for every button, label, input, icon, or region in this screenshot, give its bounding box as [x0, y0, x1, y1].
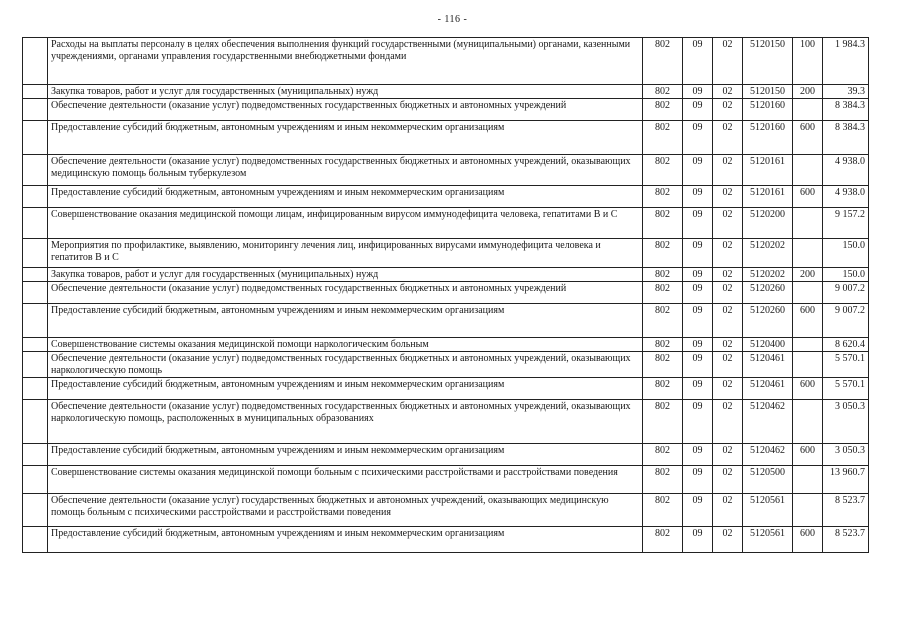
- row-margin-cell: [23, 282, 48, 304]
- expense-type-cell: 600: [793, 121, 823, 155]
- target-article-cell: 5120260: [743, 282, 793, 304]
- target-article-cell: 5120462: [743, 444, 793, 466]
- row-name-cell: Обеспечение деятельности (оказание услуг) подведомственных государственных бюджетных и автономных учреждений, оказывающих наркологическую помощь, расположенных в муниципальных образованиях: [48, 400, 643, 444]
- expense-type-cell: 200: [793, 268, 823, 282]
- row-name-cell: Закупка товаров, работ и услуг для государственных (муниципальных) нужд: [48, 85, 643, 99]
- agency-code-cell: 802: [643, 208, 683, 239]
- row-margin-cell: [23, 38, 48, 85]
- amount-cell: 9 007.2: [823, 282, 869, 304]
- section-code-cell: 09: [683, 304, 713, 338]
- table-body: [23, 38, 869, 553]
- agency-code-cell: 802: [643, 466, 683, 494]
- target-article-cell: 5120462: [743, 400, 793, 444]
- table-row: [23, 304, 869, 338]
- subsection-code-cell: 02: [713, 239, 743, 268]
- subsection-code-cell: 02: [713, 208, 743, 239]
- section-code-cell: 09: [683, 85, 713, 99]
- target-article-cell: 5120150: [743, 38, 793, 85]
- section-code-cell: 09: [683, 338, 713, 352]
- subsection-code-cell: 02: [713, 400, 743, 444]
- section-code-cell: 09: [683, 155, 713, 186]
- row-name-cell: Предоставление субсидий бюджетным, автономным учреждениям и иным некоммерческим организациям: [48, 304, 643, 338]
- agency-code-cell: 802: [643, 444, 683, 466]
- row-name-cell: Обеспечение деятельности (оказание услуг) государственных бюджетных и автономных учреждений, оказывающих медицинскую помощь больным с психическими расстройствами и расстройствами поведения: [48, 494, 643, 527]
- table-row: [23, 155, 869, 186]
- amount-cell: 8 523.7: [823, 527, 869, 553]
- subsection-code-cell: 02: [713, 268, 743, 282]
- expense-type-cell: [793, 239, 823, 268]
- agency-code-cell: 802: [643, 38, 683, 85]
- agency-code-cell: 802: [643, 304, 683, 338]
- row-margin-cell: [23, 400, 48, 444]
- expense-type-cell: [793, 466, 823, 494]
- target-article-cell: 5120160: [743, 121, 793, 155]
- budget-table: [22, 37, 869, 553]
- amount-cell: 3 050.3: [823, 400, 869, 444]
- target-article-cell: 5120461: [743, 352, 793, 378]
- row-margin-cell: [23, 121, 48, 155]
- subsection-code-cell: 02: [713, 121, 743, 155]
- row-margin-cell: [23, 527, 48, 553]
- table-row: [23, 85, 869, 99]
- table-row: [23, 121, 869, 155]
- subsection-code-cell: 02: [713, 466, 743, 494]
- expense-type-cell: 100: [793, 38, 823, 85]
- subsection-code-cell: 02: [713, 527, 743, 553]
- row-name-cell: Предоставление субсидий бюджетным, автономным учреждениям и иным некоммерческим организациям: [48, 527, 643, 553]
- row-margin-cell: [23, 338, 48, 352]
- expense-type-cell: 600: [793, 186, 823, 208]
- table-row: [23, 466, 869, 494]
- table-row: [23, 352, 869, 378]
- row-margin-cell: [23, 186, 48, 208]
- agency-code-cell: 802: [643, 494, 683, 527]
- subsection-code-cell: 02: [713, 155, 743, 186]
- expense-type-cell: 600: [793, 304, 823, 338]
- amount-cell: 39.3: [823, 85, 869, 99]
- subsection-code-cell: 02: [713, 85, 743, 99]
- subsection-code-cell: 02: [713, 38, 743, 85]
- amount-cell: 1 984.3: [823, 38, 869, 85]
- row-margin-cell: [23, 352, 48, 378]
- section-code-cell: 09: [683, 352, 713, 378]
- target-article-cell: 5120461: [743, 378, 793, 400]
- section-code-cell: 09: [683, 99, 713, 121]
- table-row: [23, 400, 869, 444]
- agency-code-cell: 802: [643, 121, 683, 155]
- amount-cell: 4 938.0: [823, 186, 869, 208]
- table-row: [23, 186, 869, 208]
- target-article-cell: 5120561: [743, 494, 793, 527]
- subsection-code-cell: 02: [713, 444, 743, 466]
- section-code-cell: 09: [683, 121, 713, 155]
- row-name-cell: Обеспечение деятельности (оказание услуг) подведомственных государственных бюджетных и автономных учреждений, оказывающих наркологическую помощь: [48, 352, 643, 378]
- subsection-code-cell: 02: [713, 352, 743, 378]
- amount-cell: 150.0: [823, 268, 869, 282]
- agency-code-cell: 802: [643, 378, 683, 400]
- row-margin-cell: [23, 444, 48, 466]
- row-name-cell: Обеспечение деятельности (оказание услуг) подведомственных государственных бюджетных и автономных учреждений: [48, 99, 643, 121]
- expense-type-cell: [793, 352, 823, 378]
- row-margin-cell: [23, 208, 48, 239]
- target-article-cell: 5120150: [743, 85, 793, 99]
- expense-type-cell: [793, 155, 823, 186]
- amount-cell: 9 157.2: [823, 208, 869, 239]
- agency-code-cell: 802: [643, 99, 683, 121]
- agency-code-cell: 802: [643, 85, 683, 99]
- amount-cell: 5 570.1: [823, 352, 869, 378]
- agency-code-cell: 802: [643, 186, 683, 208]
- table-row: [23, 494, 869, 527]
- section-code-cell: 09: [683, 38, 713, 85]
- row-name-cell: Обеспечение деятельности (оказание услуг) подведомственных государственных бюджетных и автономных учреждений: [48, 282, 643, 304]
- section-code-cell: 09: [683, 186, 713, 208]
- section-code-cell: 09: [683, 527, 713, 553]
- row-name-cell: Совершенствование системы оказания медицинской помощи больным с психическими расстройствами и расстройствами поведения: [48, 466, 643, 494]
- target-article-cell: 5120400: [743, 338, 793, 352]
- expense-type-cell: [793, 208, 823, 239]
- row-name-cell: Расходы на выплаты персоналу в целях обеспечения выполнения функций государственными (муниципальными) органами, казенными учреждениями, органами управления государственными внебюджетными фондами: [48, 38, 643, 85]
- amount-cell: 9 007.2: [823, 304, 869, 338]
- agency-code-cell: 802: [643, 338, 683, 352]
- expense-type-cell: 600: [793, 378, 823, 400]
- table-row: [23, 444, 869, 466]
- subsection-code-cell: 02: [713, 494, 743, 527]
- row-name-cell: Совершенствование оказания медицинской помощи лицам, инфицированным вирусом иммунодефицита человека, гепатитами В и С: [48, 208, 643, 239]
- amount-cell: 8 523.7: [823, 494, 869, 527]
- subsection-code-cell: 02: [713, 304, 743, 338]
- target-article-cell: 5120160: [743, 99, 793, 121]
- target-article-cell: 5120260: [743, 304, 793, 338]
- section-code-cell: 09: [683, 444, 713, 466]
- section-code-cell: 09: [683, 282, 713, 304]
- table-row: [23, 208, 869, 239]
- table-row: [23, 239, 869, 268]
- section-code-cell: 09: [683, 378, 713, 400]
- amount-cell: 13 960.7: [823, 466, 869, 494]
- subsection-code-cell: 02: [713, 378, 743, 400]
- target-article-cell: 5120202: [743, 239, 793, 268]
- target-article-cell: 5120200: [743, 208, 793, 239]
- row-name-cell: Предоставление субсидий бюджетным, автономным учреждениям и иным некоммерческим организациям: [48, 121, 643, 155]
- expense-type-cell: [793, 400, 823, 444]
- section-code-cell: 09: [683, 466, 713, 494]
- expense-type-cell: [793, 494, 823, 527]
- table-row: [23, 99, 869, 121]
- expense-type-cell: [793, 338, 823, 352]
- table-row: [23, 268, 869, 282]
- expense-type-cell: 200: [793, 85, 823, 99]
- section-code-cell: 09: [683, 208, 713, 239]
- agency-code-cell: 802: [643, 239, 683, 268]
- amount-cell: 150.0: [823, 239, 869, 268]
- amount-cell: 8 620.4: [823, 338, 869, 352]
- row-margin-cell: [23, 99, 48, 121]
- row-margin-cell: [23, 494, 48, 527]
- section-code-cell: 09: [683, 268, 713, 282]
- row-margin-cell: [23, 155, 48, 186]
- table-row: [23, 338, 869, 352]
- target-article-cell: 5120561: [743, 527, 793, 553]
- subsection-code-cell: 02: [713, 186, 743, 208]
- row-name-cell: Обеспечение деятельности (оказание услуг) подведомственных государственных бюджетных и автономных учреждений, оказывающих медицинскую помощь больным туберкулезом: [48, 155, 643, 186]
- row-margin-cell: [23, 268, 48, 282]
- expense-type-cell: [793, 282, 823, 304]
- table-row: [23, 378, 869, 400]
- agency-code-cell: 802: [643, 352, 683, 378]
- row-name-cell: Предоставление субсидий бюджетным, автономным учреждениям и иным некоммерческим организациям: [48, 444, 643, 466]
- agency-code-cell: 802: [643, 155, 683, 186]
- target-article-cell: 5120161: [743, 155, 793, 186]
- table-row: [23, 38, 869, 85]
- row-margin-cell: [23, 378, 48, 400]
- expense-type-cell: 600: [793, 444, 823, 466]
- agency-code-cell: 802: [643, 400, 683, 444]
- table-row: [23, 282, 869, 304]
- page-number: - 116 -: [437, 14, 468, 25]
- row-name-cell: Совершенствование системы оказания медицинской помощи наркологическим больным: [48, 338, 643, 352]
- row-margin-cell: [23, 304, 48, 338]
- agency-code-cell: 802: [643, 268, 683, 282]
- expense-type-cell: 600: [793, 527, 823, 553]
- amount-cell: 8 384.3: [823, 99, 869, 121]
- section-code-cell: 09: [683, 494, 713, 527]
- target-article-cell: 5120161: [743, 186, 793, 208]
- amount-cell: 3 050.3: [823, 444, 869, 466]
- amount-cell: 4 938.0: [823, 155, 869, 186]
- agency-code-cell: 802: [643, 282, 683, 304]
- subsection-code-cell: 02: [713, 282, 743, 304]
- section-code-cell: 09: [683, 400, 713, 444]
- amount-cell: 8 384.3: [823, 121, 869, 155]
- subsection-code-cell: 02: [713, 338, 743, 352]
- expense-type-cell: [793, 99, 823, 121]
- target-article-cell: 5120202: [743, 268, 793, 282]
- row-margin-cell: [23, 466, 48, 494]
- table-row: [23, 527, 869, 553]
- amount-cell: 5 570.1: [823, 378, 869, 400]
- row-name-cell: Предоставление субсидий бюджетным, автономным учреждениям и иным некоммерческим организациям: [48, 186, 643, 208]
- agency-code-cell: 802: [643, 527, 683, 553]
- row-name-cell: Мероприятия по профилактике, выявлению, мониторингу лечения лиц, инфицированных вирусами иммунодефицита человека и гепатитов В и С: [48, 239, 643, 268]
- row-name-cell: Закупка товаров, работ и услуг для государственных (муниципальных) нужд: [48, 268, 643, 282]
- target-article-cell: 5120500: [743, 466, 793, 494]
- row-name-cell: Предоставление субсидий бюджетным, автономным учреждениям и иным некоммерческим организациям: [48, 378, 643, 400]
- subsection-code-cell: 02: [713, 99, 743, 121]
- row-margin-cell: [23, 239, 48, 268]
- section-code-cell: 09: [683, 239, 713, 268]
- row-margin-cell: [23, 85, 48, 99]
